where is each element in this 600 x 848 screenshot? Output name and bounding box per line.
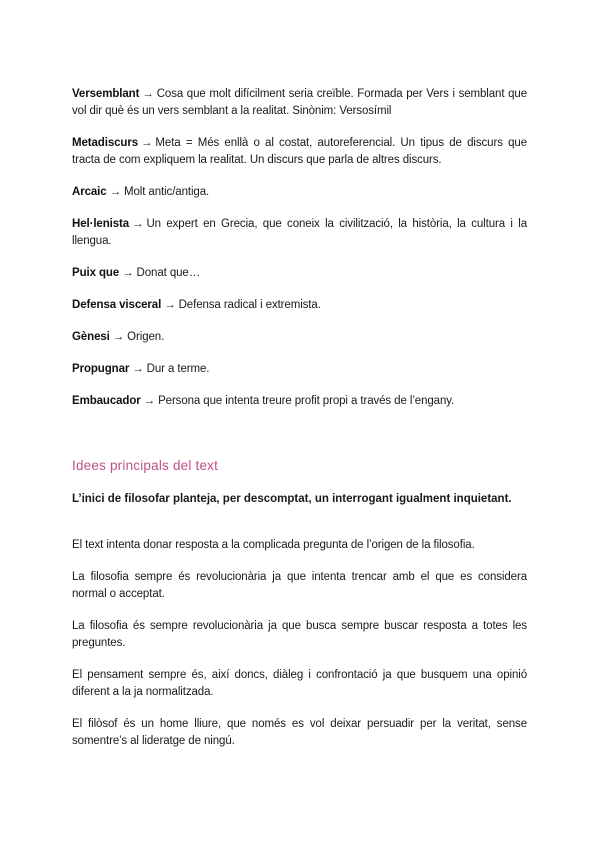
idea-paragraph: La filosofia és sempre revolucionària ja que busca sempre buscar resposta a totes les preguntes. bbox=[72, 620, 527, 649]
glossary-definition: Persona que intenta treure profit propi a través de l’engany. bbox=[158, 395, 455, 407]
arrow-icon: → bbox=[109, 186, 121, 198]
glossary-definition: Origen. bbox=[127, 331, 165, 343]
glossary-term: Embaucador bbox=[72, 395, 141, 407]
glossary-definition: Dur a terme. bbox=[146, 363, 210, 375]
glossary-definition: Cosa que molt difícilment seria creïble. Formada per Vers i semblant que vol dir què és un vers semblant a la realitat. Sinònim: Versosímil bbox=[72, 88, 527, 117]
glossary-term: Hel·lenista bbox=[72, 218, 130, 230]
lead-sentence: L’inici de filosofar planteja, per descomptat, un interrogant igualment inquietant. bbox=[72, 493, 512, 505]
glossary-term: Versemblant bbox=[72, 88, 140, 100]
glossary-definition: Meta = Més enllà o al costat, autoreferencial. Un tipus de discurs que tracta de com expliquem la realitat. Un discurs que parla de altres discurs. bbox=[72, 137, 527, 166]
glossary-term: Arcaic bbox=[72, 186, 107, 198]
glossary-definition: Un expert en Grecia, que coneix la civilització, la història, la cultura i la llengua. bbox=[72, 218, 527, 247]
glossary-entry bbox=[72, 329, 527, 346]
glossary-term: Gènesi bbox=[72, 331, 110, 343]
arrow-icon: → bbox=[142, 88, 154, 100]
glossary-entry bbox=[72, 135, 527, 169]
arrow-icon: → bbox=[112, 331, 125, 343]
arrow-icon: → bbox=[132, 363, 144, 375]
glossary-entry bbox=[72, 265, 527, 282]
arrow-icon: → bbox=[122, 267, 134, 279]
arrow-icon: → bbox=[141, 137, 153, 149]
glossary-entry bbox=[72, 297, 527, 314]
glossary-term: Metadiscurs bbox=[72, 137, 139, 149]
section-heading: Idees principals del text bbox=[72, 458, 219, 473]
glossary-entry bbox=[72, 216, 527, 250]
glossary-entry bbox=[72, 361, 527, 378]
idea-paragraph: La filosofia sempre és revolucionària ja que intenta trencar amb el que es considera normal o acceptat. bbox=[72, 571, 527, 600]
glossary-definition: Molt antic/antiga. bbox=[123, 186, 210, 198]
idea-paragraph: El filòsof és un home lliure, que només es vol deixar persuadir per la veritat, sense somentre’s al lideratge de ningú. bbox=[72, 718, 527, 747]
glossary-definition: Defensa radical i extremista. bbox=[178, 299, 321, 311]
arrow-icon: → bbox=[164, 299, 176, 311]
idea-paragraph: El pensament sempre és, així doncs, diàleg i confrontació ja que busquem una opinió diferent a la ja normalitzada. bbox=[72, 669, 527, 698]
glossary-term: Puix que bbox=[72, 267, 120, 279]
glossary bbox=[72, 86, 527, 410]
glossary-entry bbox=[72, 393, 527, 410]
idea-paragraph: El text intenta donar resposta a la complicada pregunta de l’origen de la filosofia. bbox=[72, 539, 475, 551]
glossary-definition: Donat que… bbox=[136, 267, 201, 279]
main-ideas-section bbox=[72, 458, 527, 750]
glossary-entry bbox=[72, 184, 527, 201]
glossary-term: Propugnar bbox=[72, 363, 130, 375]
arrow-icon: → bbox=[143, 395, 156, 407]
arrow-icon: → bbox=[132, 218, 144, 230]
glossary-entry bbox=[72, 86, 527, 120]
glossary-term: Defensa visceral bbox=[72, 299, 162, 311]
